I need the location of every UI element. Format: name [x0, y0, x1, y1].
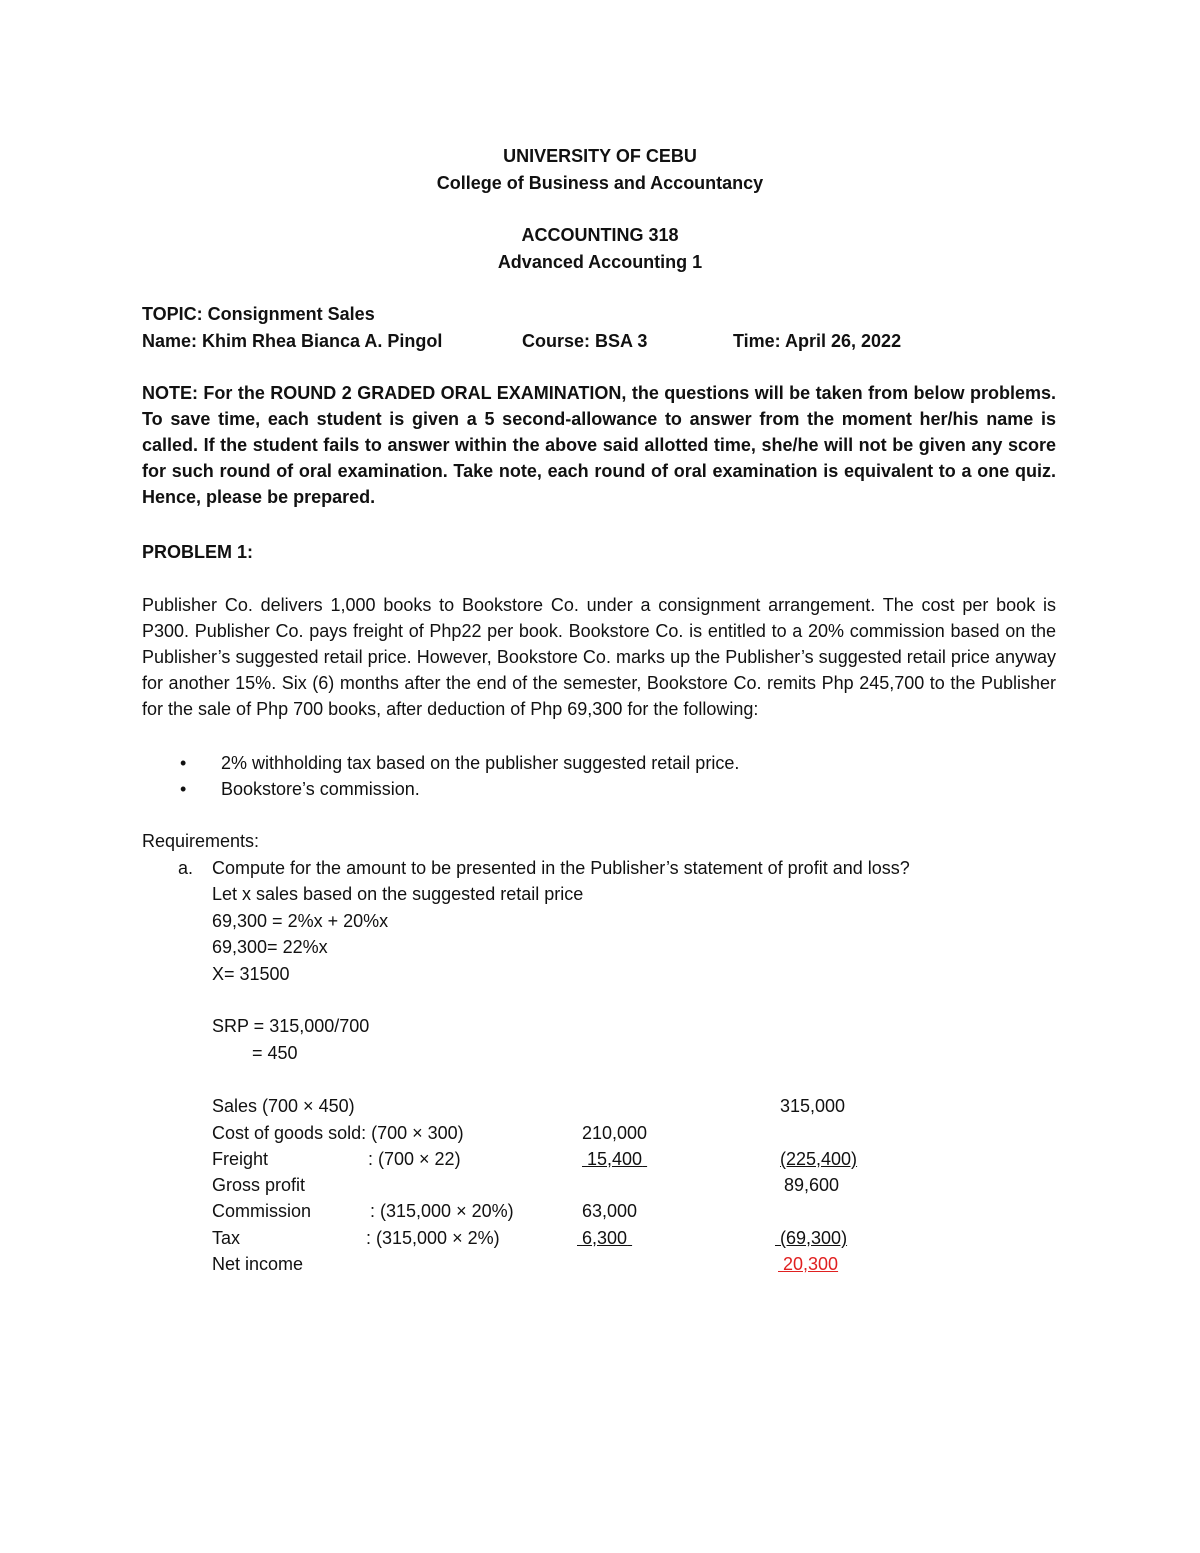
problem-text: Publisher Co. delivers 1,000 books to Bookstore Co. under a consignment arrangement. The cost per book is P300. Publisher Co. pays freight of Php22 per book. Bookstore Co. is entitled to a 20% commission based on the Publisher’s suggested retail price. However, Bookstore Co. marks up the Publisher’s suggested retail price anyway for another 15%. Six (6) months after the end of the semester, Bookstore Co. remits Php 245,700 to the Publisher for the sale of Php 700 books, after deduction of Php 69,300 for the following:: [142, 595, 1056, 719]
exam-time: Time: April 26, 2022: [733, 331, 902, 351]
commission-amount: 63,000: [582, 1201, 638, 1221]
college-name: College of Business and Accountancy: [436, 173, 764, 193]
work-line: Let x sales based on the suggested retail price: [212, 884, 584, 904]
work-line: 69,300= 22%x: [212, 937, 328, 957]
topic-line: TOPIC: Consignment Sales: [142, 304, 375, 324]
commission-calc: : (315,000 × 20%): [370, 1201, 514, 1221]
bullet-icon: •: [180, 779, 187, 799]
bullet-icon: •: [180, 753, 187, 773]
requirement-a-label: a.: [178, 858, 194, 878]
course-title: Advanced Accounting 1: [497, 252, 703, 272]
commission-label: Commission: [212, 1201, 312, 1221]
expense-total: [775, 1225, 847, 1251]
freight-amount-value: 15,400: [587, 1149, 643, 1169]
work-line: X= 31500: [212, 964, 290, 984]
gross-profit-total: 89,600: [784, 1175, 840, 1195]
problem-heading: PROBLEM 1:: [142, 542, 254, 562]
sales-label: Sales (700 × 450): [212, 1096, 355, 1116]
student-name: Name: Khim Rhea Bianca A. Pingol: [142, 331, 443, 351]
tax-amount-value: 6,300: [582, 1228, 628, 1248]
university-name: UNIVERSITY OF CEBU: [503, 146, 697, 166]
work-line: 69,300 = 2%x + 20%x: [212, 911, 389, 931]
bullet-withholding-tax: 2% withholding tax based on the publisher suggested retail price.: [221, 753, 740, 773]
work-line: = 450: [252, 1043, 298, 1063]
exam-note: NOTE: For the ROUND 2 GRADED ORAL EXAMINATION, the questions will be taken from below problems. To save time, each student is given a 5 second-allowance to answer from the moment her/his name is called. If the student fails to answer within the above said allotted time, she/he will not be given any score for such round of oral examination. Take note, each round of oral examination is equivalent to a one quiz. Hence, please be prepared.: [142, 383, 1056, 507]
freight-amount: [582, 1146, 647, 1172]
work-line: SRP = 315,000/700: [212, 1016, 370, 1036]
course-code: ACCOUNTING 318: [521, 225, 679, 245]
net-income-label: Net income: [212, 1254, 304, 1274]
freight-label: Freight: [212, 1149, 269, 1169]
requirements-heading: Requirements:: [142, 831, 260, 851]
sales-total: 315,000: [780, 1096, 846, 1116]
gross-profit-label: Gross profit: [212, 1175, 306, 1195]
expense-total-value: (69,300): [780, 1228, 848, 1248]
tax-amount: [577, 1225, 632, 1251]
cost-total: (225,400): [780, 1149, 858, 1169]
student-course: Course: BSA 3: [522, 331, 648, 351]
tax-label: Tax: [212, 1228, 241, 1248]
net-income-total: [778, 1251, 838, 1277]
cogs-amount: 210,000: [582, 1123, 648, 1143]
bullet-commission: Bookstore’s commission.: [221, 779, 420, 799]
requirement-a-text: Compute for the amount to be presented in the Publisher’s statement of profit and loss?: [212, 858, 910, 878]
cogs-label: Cost of goods sold: (700 × 300): [212, 1123, 464, 1143]
net-income-value: 20,300: [783, 1254, 839, 1274]
freight-calc: : (700 × 22): [368, 1149, 461, 1169]
tax-calc: : (315,000 × 2%): [366, 1228, 500, 1248]
